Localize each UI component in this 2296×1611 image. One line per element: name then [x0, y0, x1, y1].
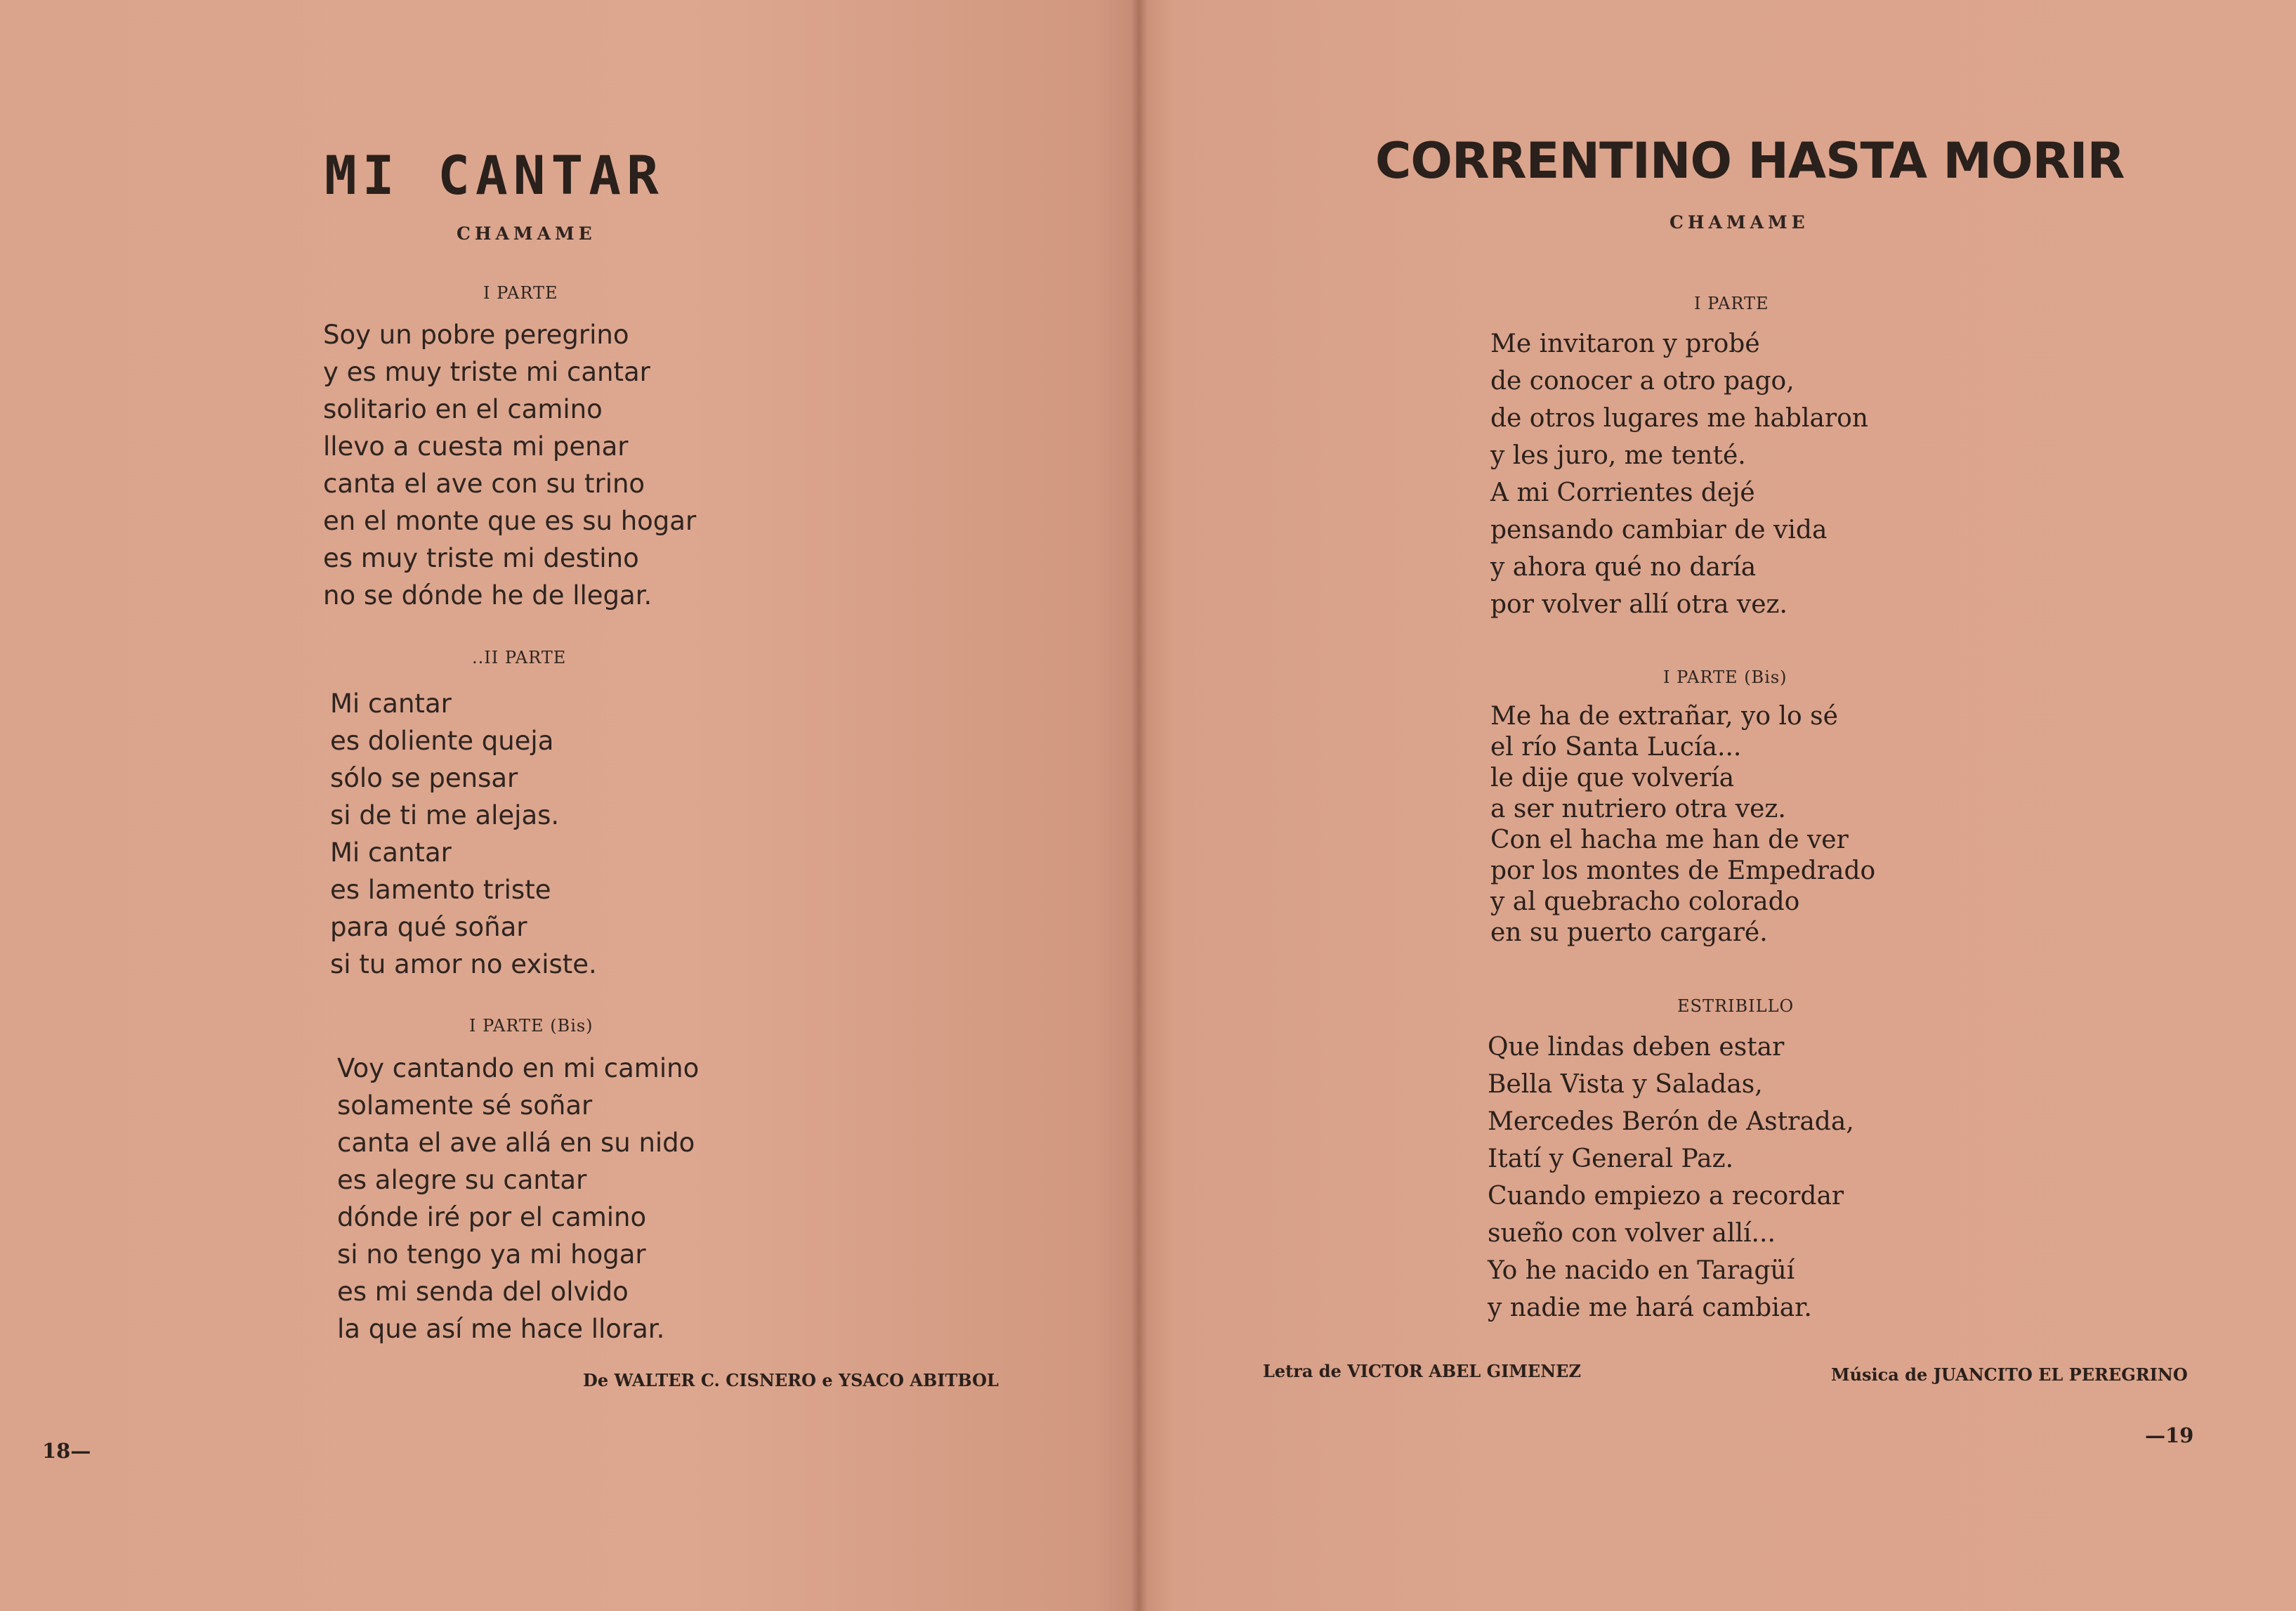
verse-line: Mercedes Berón de Astrada, — [1488, 1107, 1854, 1136]
verse-line: sólo se pensar — [330, 763, 518, 793]
genre-subtitle: CHAMAME — [457, 223, 596, 244]
verse-line: es muy triste mi destino — [323, 543, 639, 573]
verse-line: llevo a cuesta mi penar — [323, 431, 629, 462]
verse-line: es doliente queja — [330, 726, 554, 756]
verse-line: Me ha de extrañar, yo lo sé — [1490, 702, 1838, 731]
verse-line: y ahora qué no daría — [1490, 553, 1757, 582]
verse-line: de otros lugares me hablaron — [1490, 404, 1868, 433]
page-number: —19 — [2145, 1423, 2194, 1447]
verse-line: le dije que volvería — [1490, 764, 1735, 793]
verse-line: canta el ave allá en su nido — [337, 1128, 695, 1158]
verse-line: por volver allí otra vez. — [1490, 590, 1787, 619]
verse-line: Que lindas deben estar — [1488, 1033, 1785, 1062]
song-title-mi-cantar: MI CANTAR — [324, 144, 664, 207]
verse-line: Yo he nacido en Taragüí — [1488, 1256, 1795, 1285]
verse-line: Mi cantar — [330, 689, 452, 719]
verse-block — [1488, 1029, 1854, 1326]
verse-line: por los montes de Empedrado — [1490, 856, 1876, 885]
verse-line: si no tengo ya mi hogar — [337, 1239, 646, 1270]
section-label: I PARTE — [483, 283, 558, 303]
verse-line: solitario en el camino — [323, 394, 603, 424]
verse-line: en su puerto cargaré. — [1490, 918, 1768, 947]
verse-line: para qué soñar — [330, 912, 527, 942]
verse-line: no se dónde he de llegar. — [323, 580, 652, 611]
left-page — [0, 0, 1139, 1611]
verse-line: pensando cambiar de vida — [1490, 516, 1828, 544]
section-label: ESTRIBILLO — [1677, 996, 1795, 1016]
section-label: I PARTE — [1694, 294, 1769, 313]
page-number: 18— — [42, 1439, 91, 1463]
verse-line: Cuando empiezo a recordar — [1488, 1182, 1844, 1211]
verse-line: canta el ave con su trino — [323, 469, 645, 499]
song-title-correntino-hasta-morir: CORRENTINO HASTA MORIR — [1375, 132, 2125, 190]
verse-line: Con el hacha me han de ver — [1490, 826, 1849, 854]
verse-line: y les juro, me tenté. — [1490, 441, 1746, 470]
verse-line: la que así me hace llorar. — [337, 1314, 665, 1344]
song-credit: De WALTER C. CISNERO e YSACO ABITBOL — [583, 1370, 999, 1390]
verse-line: y es muy triste mi cantar — [323, 357, 650, 387]
right-page — [1139, 0, 2296, 1611]
verse-line: a ser nutriero otra vez. — [1490, 795, 1786, 823]
verse-line: y nadie me hará cambiar. — [1488, 1293, 1812, 1322]
verse-line: si de ti me alejas. — [330, 800, 560, 830]
book-gutter — [1131, 0, 1148, 1611]
verse-line: Soy un pobre peregrino — [323, 320, 629, 350]
verse-block — [337, 1050, 699, 1348]
verse-line: Voy cantando en mi camino — [337, 1053, 700, 1083]
verse-line: Bella Vista y Saladas, — [1488, 1070, 1763, 1099]
verse-line: en el monte que es su hogar — [323, 506, 697, 536]
section-label: I PARTE (Bis) — [1663, 667, 1787, 687]
verse-line: A mi Corrientes dejé — [1490, 478, 1755, 507]
verse-line: es mi senda del olvido — [337, 1277, 629, 1307]
verse-line: solamente sé soñar — [337, 1090, 593, 1121]
verse-line: dónde iré por el camino — [337, 1202, 647, 1232]
verse-line: Itatí y General Paz. — [1488, 1144, 1734, 1173]
verse-line: sueño con volver allí... — [1488, 1219, 1776, 1248]
lyrics-credit: Letra de VICTOR ABEL GIMENEZ — [1263, 1361, 1581, 1381]
section-label: I PARTE (Bis) — [469, 1016, 593, 1036]
verse-block — [323, 316, 696, 614]
verse-line: es alegre su cantar — [337, 1165, 587, 1195]
genre-subtitle: CHAMAME — [1669, 212, 1809, 233]
section-label: ..II PARTE — [472, 648, 567, 667]
verse-line: Mi cantar — [330, 837, 452, 868]
verse-line: y al quebracho colorado — [1490, 887, 1800, 916]
verse-line: es lamento triste — [330, 875, 551, 905]
verse-block — [330, 685, 597, 983]
verse-block — [1490, 701, 1875, 948]
verse-line: el río Santa Lucía... — [1490, 733, 1742, 762]
verse-line: de conocer a otro pago, — [1490, 367, 1795, 396]
music-credit: Música de JUANCITO EL PEREGRINO — [1831, 1364, 2188, 1385]
verse-line: Me invitaron y probé — [1490, 330, 1760, 358]
verse-block — [1490, 325, 1868, 623]
verse-line: si tu amor no existe. — [330, 949, 597, 979]
